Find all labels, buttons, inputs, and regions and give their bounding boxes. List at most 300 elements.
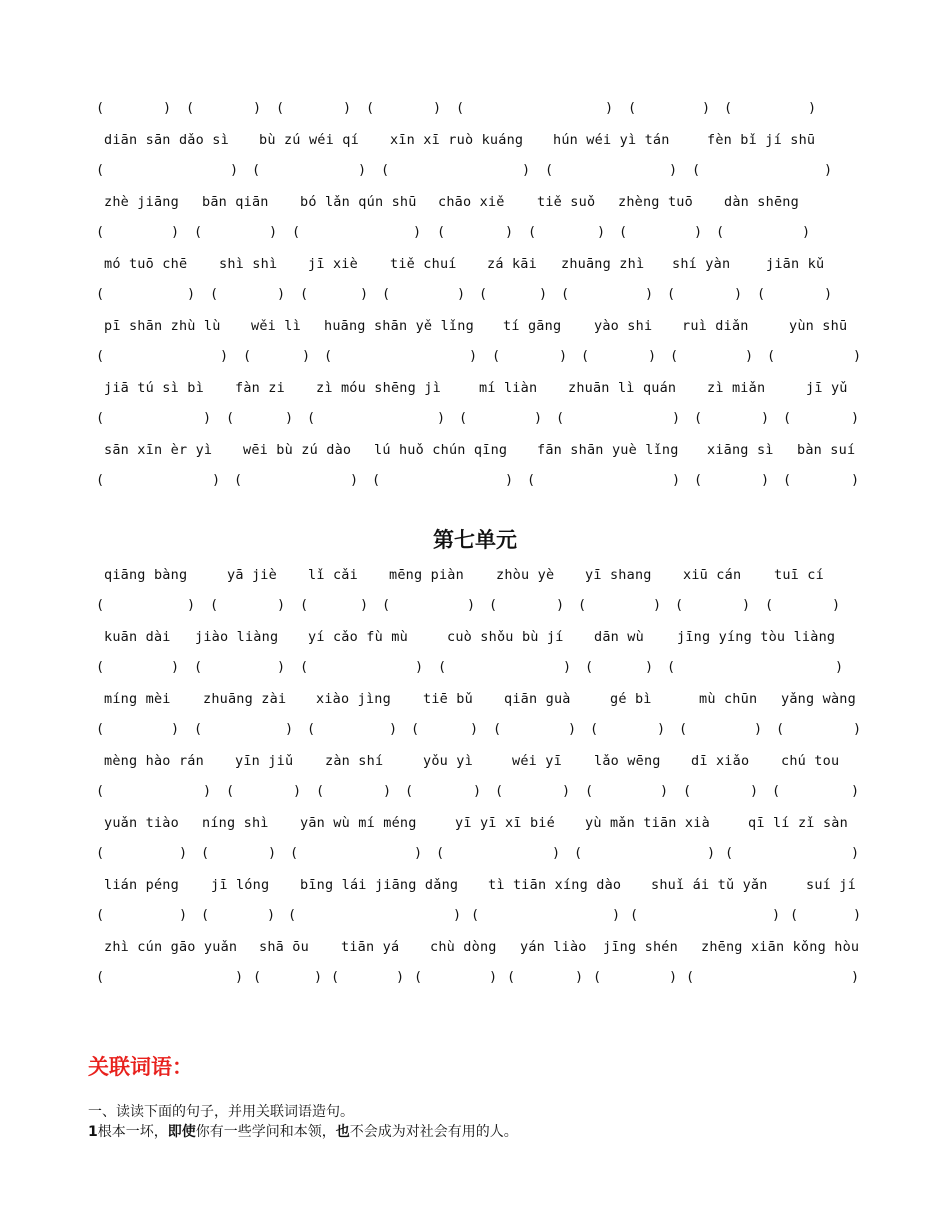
pinyin-word: chú tou [781, 753, 840, 769]
answer-close-paren: ) [383, 783, 392, 799]
answer-open-paren: ( [96, 969, 105, 985]
answer-open-paren: ( [456, 100, 465, 116]
answer-open-paren: ( [561, 286, 570, 302]
pinyin-word: jiān kǔ [766, 256, 825, 272]
answer-open-paren: ( [194, 224, 203, 240]
answer-open-paren: ( [194, 659, 203, 675]
pinyin-word: tiě suǒ [537, 194, 596, 210]
pinyin-word: zhòu yè [496, 567, 555, 583]
answer-close-paren: ) [742, 597, 751, 613]
answer-close-paren: ) [707, 845, 716, 861]
answer-row [0, 346, 950, 366]
answer-close-paren: ) [669, 969, 678, 985]
answer-close-paren: ) [575, 969, 584, 985]
pinyin-word: chù dòng [430, 939, 497, 955]
answer-close-paren: ) [851, 783, 860, 799]
answer-open-paren: ( [683, 783, 692, 799]
answer-close-paren: ) [802, 224, 811, 240]
answer-close-paren: ) [645, 286, 654, 302]
answer-open-paren: ( [438, 659, 447, 675]
answer-open-paren: ( [366, 100, 375, 116]
pinyin-row [0, 689, 950, 709]
pinyin-word: yǒu yì [423, 753, 473, 769]
pinyin-word: yīn jiǔ [235, 753, 294, 769]
pinyin-word: xiāng sì [707, 442, 774, 458]
pinyin-word: yù mǎn tiān xià [585, 815, 710, 831]
answer-close-paren: ) [669, 162, 678, 178]
answer-close-paren: ) [672, 472, 681, 488]
pinyin-word: zàn shí [325, 753, 384, 769]
answer-open-paren: ( [201, 845, 210, 861]
answer-row [0, 222, 950, 242]
answer-open-paren: ( [414, 969, 423, 985]
pinyin-word: yā jiè [227, 567, 277, 583]
answer-open-paren: ( [574, 845, 583, 861]
answer-open-paren: ( [767, 348, 776, 364]
answer-open-paren: ( [686, 969, 695, 985]
answer-open-paren: ( [210, 286, 219, 302]
answer-open-paren: ( [765, 597, 774, 613]
answer-close-paren: ) [470, 721, 479, 737]
answer-open-paren: ( [316, 783, 325, 799]
answer-close-paren: ) [267, 907, 276, 923]
pinyin-row [0, 378, 950, 398]
answer-close-paren: ) [314, 969, 323, 985]
answer-close-paren: ) [562, 783, 571, 799]
answer-open-paren: ( [459, 410, 468, 426]
answer-close-paren: ) [203, 410, 212, 426]
answer-close-paren: ) [457, 286, 466, 302]
answer-close-paren: ) [171, 224, 180, 240]
answer-close-paren: ) [269, 224, 278, 240]
pinyin-word: lǎo wēng [594, 753, 661, 769]
pinyin-word: tí gāng [503, 318, 562, 334]
sentence-part: 你有一些学问和本领， [195, 1124, 336, 1140]
pinyin-word: diān sān dǎo sì [104, 132, 229, 148]
pinyin-word: bàn suí [797, 442, 856, 458]
pinyin-word: jiào liàng [195, 629, 279, 645]
pinyin-word: jī yǔ [806, 380, 848, 396]
pinyin-row [0, 565, 950, 585]
answer-open-paren: ( [292, 224, 301, 240]
answer-open-paren: ( [590, 721, 599, 737]
pinyin-word: xiū cán [683, 567, 742, 583]
pinyin-word: fàn zi [235, 380, 285, 396]
pinyin-word: wéi yī [512, 753, 562, 769]
answer-close-paren: ) [360, 286, 369, 302]
answer-open-paren: ( [96, 100, 105, 116]
answer-open-paren: ( [725, 845, 734, 861]
pinyin-word: níng shì [202, 815, 269, 831]
answer-open-paren: ( [290, 845, 299, 861]
answer-close-paren: ) [212, 472, 221, 488]
answer-close-paren: ) [761, 472, 770, 488]
answer-close-paren: ) [853, 721, 862, 737]
answer-open-paren: ( [331, 969, 340, 985]
pinyin-word: wēi bù zú dào [243, 442, 352, 458]
pinyin-word: qī lí zǐ sàn [748, 815, 848, 831]
answer-open-paren: ( [405, 783, 414, 799]
answer-close-paren: ) [220, 348, 229, 364]
answer-close-paren: ) [187, 597, 196, 613]
pinyin-word: zì miǎn [707, 380, 766, 396]
pinyin-word: yī yī xī bié [455, 815, 555, 831]
answer-close-paren: ) [414, 845, 423, 861]
pinyin-word: dān wù [594, 629, 644, 645]
answer-open-paren: ( [96, 348, 105, 364]
answer-close-paren: ) [277, 286, 286, 302]
answer-close-paren: ) [171, 659, 180, 675]
answer-open-paren: ( [372, 472, 381, 488]
pinyin-word: mó tuō chē [104, 256, 188, 272]
pinyin-word: yùn shū [789, 318, 848, 334]
answer-close-paren: ) [539, 286, 548, 302]
answer-close-paren: ) [645, 659, 654, 675]
answer-row [0, 408, 950, 428]
answer-row [0, 719, 950, 739]
answer-close-paren: ) [285, 410, 294, 426]
answer-open-paren: ( [96, 659, 105, 675]
answer-open-paren: ( [790, 907, 799, 923]
answer-row [0, 284, 950, 304]
pinyin-word: mù chūn [699, 691, 758, 707]
answer-close-paren: ) [230, 162, 239, 178]
answer-close-paren: ) [835, 659, 844, 675]
answer-open-paren: ( [675, 597, 684, 613]
answer-close-paren: ) [358, 162, 367, 178]
pinyin-word: tì tiān xíng dào [488, 877, 622, 893]
pinyin-word: jī lóng [211, 877, 270, 893]
answer-open-paren: ( [694, 472, 703, 488]
answer-open-paren: ( [495, 783, 504, 799]
conjunction-keyword: 即使 [167, 1124, 196, 1140]
answer-close-paren: ) [563, 659, 572, 675]
pinyin-word: zhuāng zhì [561, 256, 645, 272]
pinyin-word: tiě chuí [390, 256, 457, 272]
answer-close-paren: ) [745, 348, 754, 364]
answer-open-paren: ( [96, 162, 105, 178]
pinyin-word: hún wéi yì tán [553, 132, 670, 148]
answer-close-paren: ) [179, 845, 188, 861]
answer-open-paren: ( [585, 783, 594, 799]
pinyin-row [0, 813, 950, 833]
answer-close-paren: ) [657, 721, 666, 737]
answer-close-paren: ) [808, 100, 817, 116]
answer-close-paren: ) [396, 969, 405, 985]
answer-close-paren: ) [605, 100, 614, 116]
pinyin-word: bīng lái jiāng dǎng [300, 877, 459, 893]
answer-open-paren: ( [96, 286, 105, 302]
pinyin-word: sān xīn èr yì [104, 442, 213, 458]
answer-open-paren: ( [493, 721, 502, 737]
sentence-part: 不会成为对社会有用的人。 [349, 1124, 518, 1140]
answer-open-paren: ( [437, 224, 446, 240]
answer-open-paren: ( [300, 286, 309, 302]
answer-open-paren: ( [252, 162, 261, 178]
answer-open-paren: ( [716, 224, 725, 240]
answer-close-paren: ) [556, 597, 565, 613]
answer-close-paren: ) [761, 410, 770, 426]
sentence-part: 根本一坏， [97, 1124, 168, 1140]
pinyin-word: fān shān yuè lǐng [537, 442, 679, 458]
answer-open-paren: ( [288, 907, 297, 923]
pinyin-row [0, 316, 950, 336]
answer-close-paren: ) [360, 597, 369, 613]
answer-close-paren: ) [653, 597, 662, 613]
answer-close-paren: ) [179, 907, 188, 923]
answer-row [0, 470, 950, 490]
answer-open-paren: ( [630, 907, 639, 923]
answer-close-paren: ) [293, 783, 302, 799]
answer-close-paren: ) [277, 659, 286, 675]
answer-open-paren: ( [593, 969, 602, 985]
answer-close-paren: ) [534, 410, 543, 426]
answer-open-paren: ( [585, 659, 594, 675]
answer-open-paren: ( [243, 348, 252, 364]
answer-row [0, 843, 950, 863]
answer-open-paren: ( [226, 410, 235, 426]
pinyin-word: lú huǒ chún qīng [374, 442, 508, 458]
answer-close-paren: ) [568, 721, 577, 737]
answer-close-paren: ) [467, 597, 476, 613]
answer-open-paren: ( [324, 348, 333, 364]
answer-open-paren: ( [667, 659, 676, 675]
answer-open-paren: ( [186, 100, 195, 116]
pinyin-word: cuò shǒu bù jí [447, 629, 564, 645]
answer-open-paren: ( [382, 597, 391, 613]
answer-open-paren: ( [667, 286, 676, 302]
answer-row [0, 160, 950, 180]
pinyin-word: wěi lì [251, 318, 301, 334]
answer-open-paren: ( [581, 348, 590, 364]
pinyin-word: zhēng xiān kǒng hòu [701, 939, 860, 955]
pinyin-row [0, 751, 950, 771]
pinyin-word: jīng shén [603, 939, 678, 955]
pinyin-word: zhèng tuō [618, 194, 693, 210]
answer-close-paren: ) [612, 907, 621, 923]
answer-close-paren: ) [522, 162, 531, 178]
answer-open-paren: ( [527, 472, 536, 488]
answer-open-paren: ( [96, 783, 105, 799]
answer-close-paren: ) [302, 348, 311, 364]
answer-close-paren: ) [832, 597, 841, 613]
answer-open-paren: ( [300, 659, 309, 675]
pinyin-word: bó lǎn qún shū [300, 194, 417, 210]
pinyin-word: zhuān lì quán [568, 380, 677, 396]
answer-close-paren: ) [853, 348, 862, 364]
answer-open-paren: ( [471, 907, 480, 923]
answer-open-paren: ( [411, 721, 420, 737]
pinyin-word: shuǐ ái tǔ yǎn [651, 877, 768, 893]
answer-close-paren: ) [552, 845, 561, 861]
answer-close-paren: ) [772, 907, 781, 923]
pinyin-word: zhè jiāng [104, 194, 179, 210]
answer-close-paren: ) [277, 597, 286, 613]
pinyin-word: jīng yíng tòu liàng [677, 629, 836, 645]
pinyin-row [0, 192, 950, 212]
answer-open-paren: ( [507, 969, 516, 985]
answer-open-paren: ( [210, 597, 219, 613]
pinyin-row [0, 440, 950, 460]
sentence-number: 1 [88, 1124, 98, 1140]
answer-open-paren: ( [757, 286, 766, 302]
pinyin-word: kuān dài [104, 629, 171, 645]
pinyin-word: qiān guà [504, 691, 571, 707]
answer-open-paren: ( [201, 907, 210, 923]
pinyin-word: zhuāng zài [203, 691, 287, 707]
answer-close-paren: ) [453, 907, 462, 923]
pinyin-word: lián péng [104, 877, 179, 893]
answer-open-paren: ( [96, 224, 105, 240]
pinyin-word: shí yàn [672, 256, 731, 272]
answer-open-paren: ( [253, 969, 262, 985]
pinyin-word: yào shi [594, 318, 653, 334]
answer-close-paren: ) [187, 286, 196, 302]
section-heading: 关联词语： [88, 1055, 193, 1079]
answer-open-paren: ( [276, 100, 285, 116]
answer-close-paren: ) [851, 472, 860, 488]
answer-close-paren: ) [253, 100, 262, 116]
answer-open-paren: ( [436, 845, 445, 861]
answer-open-paren: ( [528, 224, 537, 240]
answer-open-paren: ( [724, 100, 733, 116]
answer-close-paren: ) [824, 162, 833, 178]
answer-open-paren: ( [619, 224, 628, 240]
answer-close-paren: ) [824, 286, 833, 302]
answer-close-paren: ) [473, 783, 482, 799]
pinyin-word: chāo xiě [438, 194, 505, 210]
pinyin-word: bān qiān [202, 194, 269, 210]
answer-open-paren: ( [226, 783, 235, 799]
pinyin-word: yuǎn tiào [104, 815, 179, 831]
answer-close-paren: ) [851, 410, 860, 426]
answer-close-paren: ) [672, 410, 681, 426]
answer-open-paren: ( [307, 721, 316, 737]
pinyin-word: zhì cún gāo yuǎn [104, 939, 238, 955]
answer-open-paren: ( [96, 410, 105, 426]
pinyin-word: huāng shān yě lǐng [324, 318, 474, 334]
answer-open-paren: ( [679, 721, 688, 737]
pinyin-word: xiào jìng [316, 691, 391, 707]
pinyin-word: zá kāi [487, 256, 537, 272]
answer-close-paren: ) [853, 907, 862, 923]
pinyin-word: míng mèi [104, 691, 171, 707]
pinyin-word: mèng hào rán [104, 753, 204, 769]
pinyin-word: mí liàn [479, 380, 538, 396]
answer-close-paren: ) [660, 783, 669, 799]
answer-open-paren: ( [670, 348, 679, 364]
conjunction-keyword: 也 [335, 1124, 350, 1140]
answer-close-paren: ) [285, 721, 294, 737]
pinyin-word: tiān yá [341, 939, 400, 955]
answer-row [0, 595, 950, 615]
answer-open-paren: ( [492, 348, 501, 364]
answer-open-paren: ( [479, 286, 488, 302]
answer-open-paren: ( [381, 162, 390, 178]
example-sentence-1 [88, 1123, 518, 1141]
answer-open-paren: ( [783, 410, 792, 426]
pinyin-word: suí jí [806, 877, 856, 893]
answer-close-paren: ) [559, 348, 568, 364]
pinyin-word: yǎng wàng [781, 691, 856, 707]
answer-open-paren: ( [307, 410, 316, 426]
pinyin-word: bù zú wéi qí [259, 132, 359, 148]
answer-close-paren: ) [505, 472, 514, 488]
answer-open-paren: ( [545, 162, 554, 178]
answer-open-paren: ( [783, 472, 792, 488]
pinyin-row [0, 875, 950, 895]
pinyin-row [0, 937, 950, 957]
pinyin-row [0, 130, 950, 150]
pinyin-word: zì móu shēng jì [316, 380, 441, 396]
answer-row [0, 905, 950, 925]
answer-close-paren: ) [489, 969, 498, 985]
answer-open-paren: ( [96, 472, 105, 488]
pinyin-word: yán liào [520, 939, 587, 955]
unit-title: 第七单元 [433, 528, 517, 552]
pinyin-word: jī xiè [308, 256, 358, 272]
answer-close-paren: ) [734, 286, 743, 302]
answer-row [0, 657, 950, 677]
pinyin-word: yí cǎo fù mù [308, 629, 408, 645]
pinyin-word: lǐ cǎi [308, 567, 358, 583]
answer-row [0, 98, 950, 118]
answer-close-paren: ) [415, 659, 424, 675]
answer-open-paren: ( [692, 162, 701, 178]
answer-close-paren: ) [413, 224, 422, 240]
answer-open-paren: ( [96, 721, 105, 737]
pinyin-word: yān wù mí méng [300, 815, 417, 831]
answer-open-paren: ( [628, 100, 637, 116]
answer-close-paren: ) [597, 224, 606, 240]
pinyin-word: pī shān zhù lù [104, 318, 221, 334]
answer-open-paren: ( [234, 472, 243, 488]
answer-open-paren: ( [694, 410, 703, 426]
answer-open-paren: ( [300, 597, 309, 613]
answer-close-paren: ) [851, 969, 860, 985]
answer-open-paren: ( [96, 907, 105, 923]
pinyin-word: yī shang [585, 567, 652, 583]
answer-close-paren: ) [851, 845, 860, 861]
answer-close-paren: ) [343, 100, 352, 116]
answer-close-paren: ) [235, 969, 244, 985]
pinyin-word: shā ōu [259, 939, 309, 955]
pinyin-word: fèn bǐ jí shū [707, 132, 816, 148]
answer-close-paren: ) [505, 224, 514, 240]
answer-close-paren: ) [163, 100, 172, 116]
answer-open-paren: ( [776, 721, 785, 737]
answer-close-paren: ) [350, 472, 359, 488]
answer-close-paren: ) [268, 845, 277, 861]
pinyin-word: shì shì [219, 256, 278, 272]
answer-open-paren: ( [578, 597, 587, 613]
answer-open-paren: ( [96, 845, 105, 861]
pinyin-word: mēng piàn [389, 567, 464, 583]
pinyin-row [0, 254, 950, 274]
instruction-text: 一、读读下面的句子，并用关联词语造句。 [88, 1104, 354, 1120]
answer-close-paren: ) [648, 348, 657, 364]
pinyin-word: gé bì [610, 691, 652, 707]
answer-row [0, 781, 950, 801]
pinyin-word: tiē bǔ [423, 691, 473, 707]
answer-open-paren: ( [382, 286, 391, 302]
answer-close-paren: ) [433, 100, 442, 116]
answer-close-paren: ) [389, 721, 398, 737]
answer-open-paren: ( [489, 597, 498, 613]
answer-close-paren: ) [437, 410, 446, 426]
pinyin-word: dī xiǎo [691, 753, 750, 769]
answer-close-paren: ) [469, 348, 478, 364]
